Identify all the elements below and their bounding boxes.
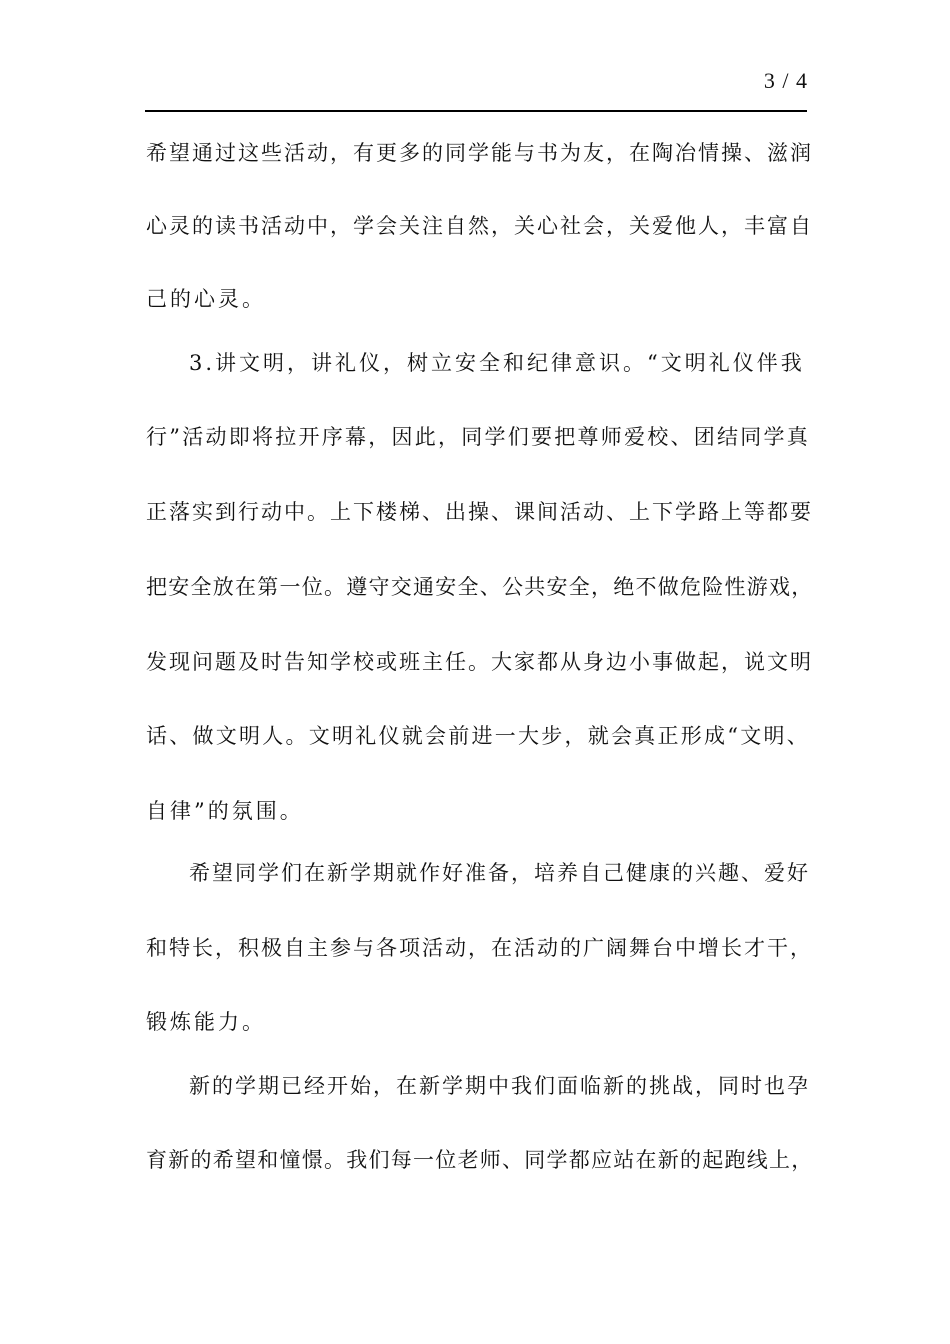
text-line: 希望通过这些活动，有更多的同学能与书为友，在陶冶情操、滋润 <box>146 141 813 165</box>
page-number: 3 / 4 <box>763 68 808 93</box>
text-line: 把安全放在第一位。遵守交通安全、公共安全，绝不做危险性游戏， <box>146 575 814 599</box>
text-line: 和特长，积极自主参与各项活动，在活动的广阔舞台中增长才干， <box>146 936 813 960</box>
text-line: 新的学期已经开始，在新学期中我们面临新的挑战，同时也孕 <box>189 1074 810 1098</box>
header-rule <box>145 110 807 112</box>
text-line: 希望同学们在新学期就作好准备，培养自己健康的兴趣、爱好 <box>189 861 810 885</box>
text-line: 锻炼能力。 <box>146 1010 266 1034</box>
text-line: 行”活动即将拉开序幕，因此，同学们要把尊师爱校、团结同学真 <box>146 425 810 449</box>
text-line: 话、做文明人。文明礼仪就会前进一大步，就会真正形成“文明、 <box>146 724 810 748</box>
text-line: 心灵的读书活动中，学会关注自然，关心社会，关爱他人，丰富自 <box>146 214 813 238</box>
text-line: 正落实到行动中。上下楼梯、出操、课间活动、上下学路上等都要 <box>146 500 813 524</box>
text-line: 己的心灵。 <box>146 287 266 311</box>
text-line: 育新的希望和憧憬。我们每一位老师、同学都应站在新的起跑线上， <box>146 1148 814 1172</box>
text-line: 3.讲文明，讲礼仪，树立安全和纪律意识。“文明礼仪伴我 <box>189 351 805 375</box>
text-line: 自律”的氛围。 <box>146 799 304 823</box>
text-line: 发现问题及时告知学校或班主任。大家都从身边小事做起，说文明 <box>146 650 813 674</box>
